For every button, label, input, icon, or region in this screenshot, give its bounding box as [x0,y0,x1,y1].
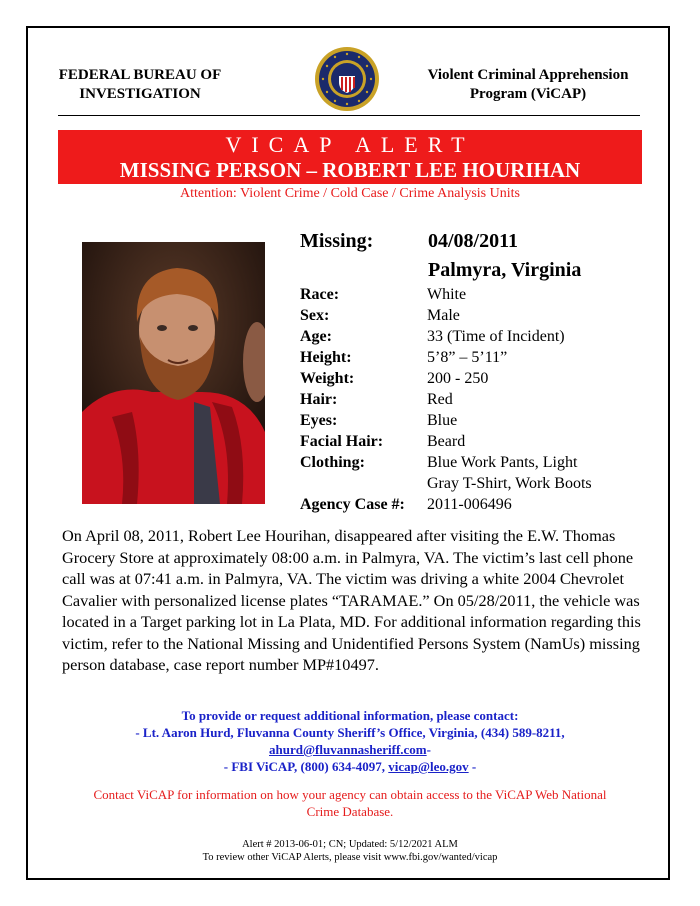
victim-photo [82,242,265,504]
agency-line-1: FEDERAL BUREAU OF [58,67,222,83]
agency-name [40,66,240,104]
victim-details [300,226,660,515]
program-name [410,66,646,104]
case-narrative: On April 08, 2011, Robert Lee Hourihan, disappeared after visiting the E.W. Thomas Grocery Store at approximately 08:00 a.m. in Palmyra, VA. The victim’s last cell phone call was at 07:41 a.m. in Palmyra, VA. The victim was driving a white 2004 Chevrolet Cavalier with personalized license plates “TARAMAE.” On 05/28/2011, the vehicle was located in a Target parking lot in La Plata, MD. For additional information regarding this victim, refer to the National Missing and Unidentified Persons System (NamUs) missing person database, case report number MP#10497. [62,526,641,674]
sheriff-email-link[interactable]: ahurd@fluvannasheriff.com [269,742,427,757]
hair-row: Hair: Red [300,391,453,408]
header-divider [58,115,640,116]
review-alerts-note: To review other ViCAP Alerts, please visit www.fbi.gov/wanted/vicap [202,852,498,863]
fbi-seal-icon [314,46,380,112]
sex-row: Sex: Male [300,307,460,324]
contact-block: To provide or request additional information, please contact: - Lt. Aaron Hurd, Fluvanna County Sheriff’s Office, Virginia, (434) 589-8211, ahurd@fluvannasheriff.com- - FBI ViCAP, (800) 634-4097, vicap@leo.gov - [58,707,642,775]
facial-hair-row: Facial Hair: Beard [300,433,466,450]
vicap-email-link[interactable]: vicap@leo.gov [388,759,469,774]
banner-subtitle: MISSING PERSON – ROBERT LEE HOURIHAN [119,158,581,182]
banner-title: VICAP ALERT [225,132,475,157]
eyes-row: Eyes: Blue [300,412,458,429]
age-row: Age: 33 (Time of Incident) [300,328,565,345]
agency-case-row: Agency Case #: 2011-006496 [300,496,512,513]
program-line-2: Program (ViCAP) [469,86,587,102]
contact-fbi: - FBI ViCAP, (800) 634-4097, [223,759,386,774]
contact-intro: To provide or request additional information, please contact: [181,708,519,723]
alert-number: Alert # 2013-06-01; CN; Updated: 5/12/2021 ALM [242,839,458,850]
weight-row: Weight: 200 - 250 [300,370,489,387]
clothing-row: Clothing: Blue Work Pants, Light Gray T-Shirt, Work Boots [300,454,592,492]
access-note: Contact ViCAP for information on how your agency can obtain access to the ViCAP Web National Crime Database. [93,787,607,819]
race-row: Race: White [300,286,467,303]
attention-line: Attention: Violent Crime / Cold Case / Crime Analysis Units [180,186,520,201]
missing-date: 04/08/2011 [428,230,519,252]
missing-location: Palmyra, Virginia [428,259,582,281]
missing-row: Missing: 04/08/2011 [300,226,660,256]
program-line-1: Violent Criminal Apprehension [427,67,629,83]
alert-banner [58,130,642,184]
footer [58,838,642,864]
height-row: Height: 5’8” – 5’11” [300,349,508,366]
contact-sheriff: - Lt. Aaron Hurd, Fluvanna County Sheriff’s Office, Virginia, (434) 589-8211, [135,725,565,740]
agency-line-2: INVESTIGATION [79,86,201,102]
location-row [300,256,660,284]
